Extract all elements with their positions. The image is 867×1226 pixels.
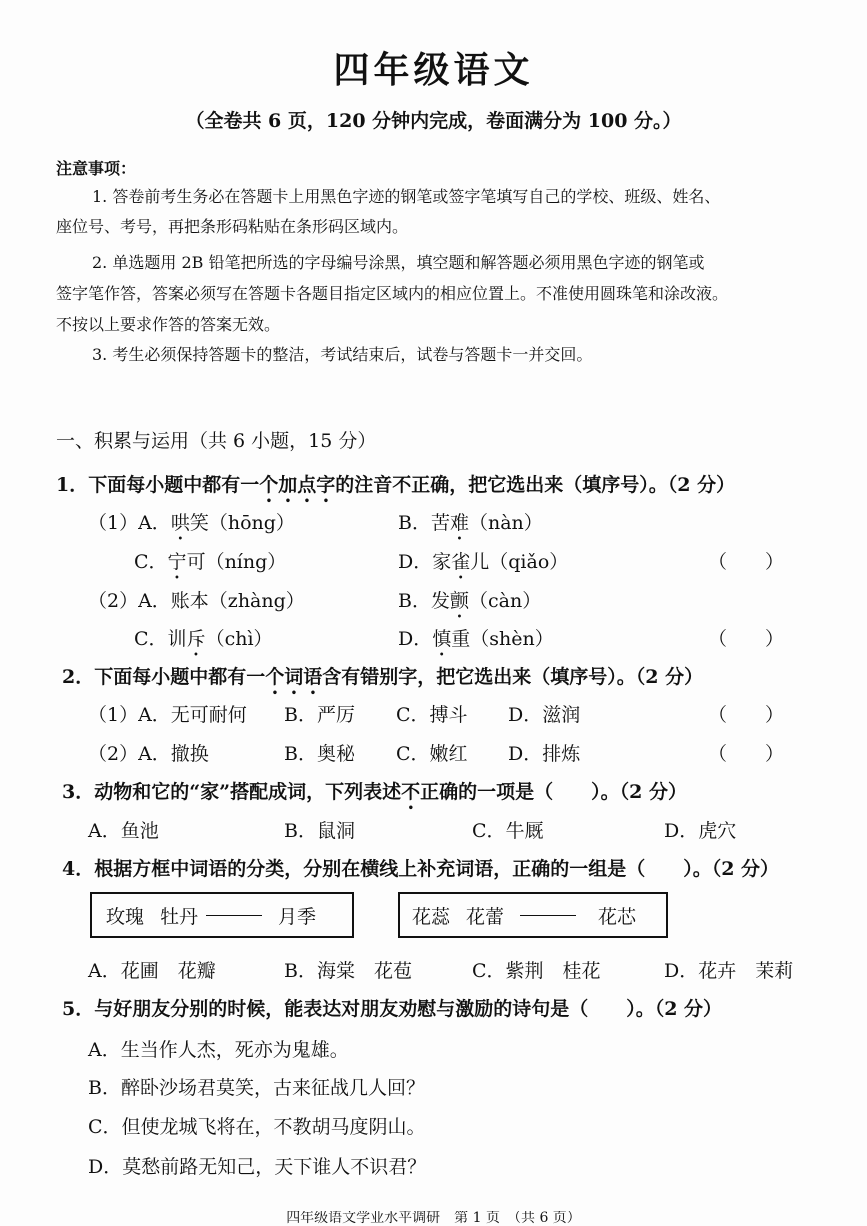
word-box-1 bbox=[90, 892, 354, 938]
rest: （nàn） bbox=[468, 512, 543, 534]
q3-option-b: B．鼠洞 bbox=[284, 820, 355, 842]
q1-option-2a: （2）A．账本（zhàng） bbox=[88, 590, 305, 612]
label: D．家 bbox=[398, 551, 452, 573]
rest: 笑（hōng） bbox=[189, 512, 295, 534]
q3-option-d: D．虎穴 bbox=[664, 820, 737, 842]
q1-stem-post: 的注音不正确，把它选出来（填序号）。（2 分） bbox=[335, 474, 736, 496]
box-word: 月季 bbox=[278, 905, 317, 928]
q3-option-c: C．牛厩 bbox=[472, 820, 544, 842]
question-4-stem: 4．根据方框中词语的分类，分别在横线上补充词语，正确的一组是（ ）。（2 分） bbox=[62, 858, 780, 880]
q2-option-2c: C．嫩红 bbox=[396, 743, 468, 765]
q4-option-a: A．花圃 花瓣 bbox=[88, 960, 216, 982]
q2-stem-post: 含有错别字，把它选出来（填序号）。（2 分） bbox=[322, 666, 704, 688]
dotted-char: 雀 bbox=[451, 551, 471, 573]
rest: 重（shèn） bbox=[451, 628, 554, 650]
page-footer: 四年级语文学业水平调研 第 1 页 （共 6 页） bbox=[286, 1211, 581, 1226]
note-line-3: 2. 单选题用 2B 铅笔把所选的字母编号涂黑，填空题和解答题必须用黑色字迹的钢笔或 bbox=[92, 253, 705, 272]
rest: 儿（qiǎo） bbox=[470, 551, 569, 573]
rest: （càn） bbox=[468, 590, 542, 612]
label: B．发 bbox=[398, 590, 450, 612]
q3-stem-post: 正确的一项是（ ）。（2 分） bbox=[420, 781, 687, 803]
answer-blank[interactable]: （ ） bbox=[708, 628, 785, 650]
q1-stem-pre: 1．下面每小题中都有一 bbox=[56, 474, 260, 496]
q3-option-a: A．鱼池 bbox=[88, 820, 159, 842]
question-5-stem: 5．与好朋友分别的时候，能表达对朋友劝慰与激励的诗句是（ ）。（2 分） bbox=[62, 998, 723, 1020]
box-word: 花蕊 bbox=[412, 905, 451, 928]
q2-option-2b: B．奥秘 bbox=[284, 743, 355, 765]
label: C． bbox=[134, 551, 168, 573]
q2-option-1d: D．滋润 bbox=[508, 704, 581, 726]
q2-stem-pre: 2．下面每小题中都有一 bbox=[62, 666, 266, 688]
note-line-6: 3. 考生必须保持答题卡的整洁，考试结束后，试卷与答题卡一并交回。 bbox=[92, 345, 593, 364]
q1-option-2d bbox=[398, 624, 554, 661]
q1-option-1b bbox=[398, 508, 543, 545]
q1-option-1a bbox=[88, 508, 295, 545]
label: B．苦 bbox=[398, 512, 450, 534]
box-word: 牡丹 bbox=[160, 905, 199, 928]
box-word: 花蕾 bbox=[466, 905, 505, 928]
q1-option-1d bbox=[398, 547, 568, 584]
box-word: 花芯 bbox=[598, 905, 637, 928]
notes-heading: 注意事项： bbox=[56, 159, 137, 178]
q3-stem-pre: 3．动物和它的“家”搭配成词，下列表述 bbox=[62, 781, 402, 803]
question-1-stem bbox=[56, 470, 735, 507]
q1-option-2b bbox=[398, 586, 541, 623]
page-title: 四年级语文 bbox=[333, 50, 534, 91]
note-line-4: 签字笔作答，答案必须写在答题卡各题目指定区域内的相应位置上。不准使用圆珠笔和涂改液。 bbox=[56, 284, 729, 303]
q5-option-d: D．莫愁前路无知己，天下谁人不识君？ bbox=[88, 1156, 427, 1178]
q2-option-1a: （1）A．无可耐何 bbox=[88, 704, 247, 726]
q5-option-b: B．醉卧沙场君莫笑，古来征战几人回？ bbox=[88, 1077, 425, 1099]
q2-option-1c: C．搏斗 bbox=[396, 704, 468, 726]
q2-option-2a: （2）A．撤换 bbox=[88, 743, 209, 765]
section-heading: 一、积累与运用（共 6 小题，15 分） bbox=[56, 430, 377, 452]
dotted-char: 难 bbox=[449, 512, 469, 534]
q4-option-b: B．海棠 花苞 bbox=[284, 960, 412, 982]
answer-blank[interactable]: （ ） bbox=[708, 704, 785, 726]
question-3-stem bbox=[62, 777, 687, 814]
dotted-char: 斥 bbox=[186, 628, 206, 650]
answer-blank[interactable]: （ ） bbox=[708, 743, 785, 765]
fill-blank[interactable] bbox=[520, 914, 576, 916]
dotted-char: 哄 bbox=[170, 512, 190, 534]
dotted-char: 慎 bbox=[432, 628, 452, 650]
rest: 可（níng） bbox=[186, 551, 287, 573]
question-2-stem bbox=[62, 662, 703, 699]
q4-option-d: D．花卉 茉莉 bbox=[664, 960, 794, 982]
q3-stem-dot: 不 bbox=[401, 781, 421, 803]
q4-option-c: C．紫荆 桂花 bbox=[472, 960, 601, 982]
word-box-2 bbox=[398, 892, 668, 938]
q5-option-c: C．但使龙城飞将在，不教胡马度阴山。 bbox=[88, 1116, 426, 1138]
q5-option-a: A．生当作人杰，死亦为鬼雄。 bbox=[88, 1039, 349, 1061]
note-line-1: 1. 答卷前考生务必在答题卡上用黑色字迹的钢笔或签字笔填写自己的学校、班级、姓名、 bbox=[92, 187, 721, 206]
box-word: 玫瑰 bbox=[106, 905, 145, 928]
q2-stem-dot: 个词语 bbox=[265, 666, 323, 688]
label: （1）A． bbox=[88, 512, 171, 534]
dotted-char: 颤 bbox=[449, 590, 469, 612]
note-line-2: 座位号、考号，再把条形码粘贴在条形码区域内。 bbox=[56, 217, 409, 236]
q1-stem-dot: 个加点字 bbox=[259, 474, 336, 496]
dotted-char: 宁 bbox=[167, 551, 187, 573]
fill-blank[interactable] bbox=[206, 914, 262, 916]
note-line-5: 不按以上要求作答的答案无效。 bbox=[56, 315, 281, 334]
page-subtitle: （全卷共 6 页，120 分钟内完成，卷面满分为 100 分。） bbox=[185, 110, 682, 132]
q2-option-1b: B．严厉 bbox=[284, 704, 355, 726]
label: C．训 bbox=[134, 628, 187, 650]
rest: （chì） bbox=[205, 628, 273, 650]
label: D． bbox=[398, 628, 433, 650]
answer-blank[interactable]: （ ） bbox=[708, 551, 785, 573]
q1-option-1c bbox=[134, 547, 286, 584]
q2-option-2d: D．排炼 bbox=[508, 743, 581, 765]
q1-option-2c bbox=[134, 624, 273, 661]
